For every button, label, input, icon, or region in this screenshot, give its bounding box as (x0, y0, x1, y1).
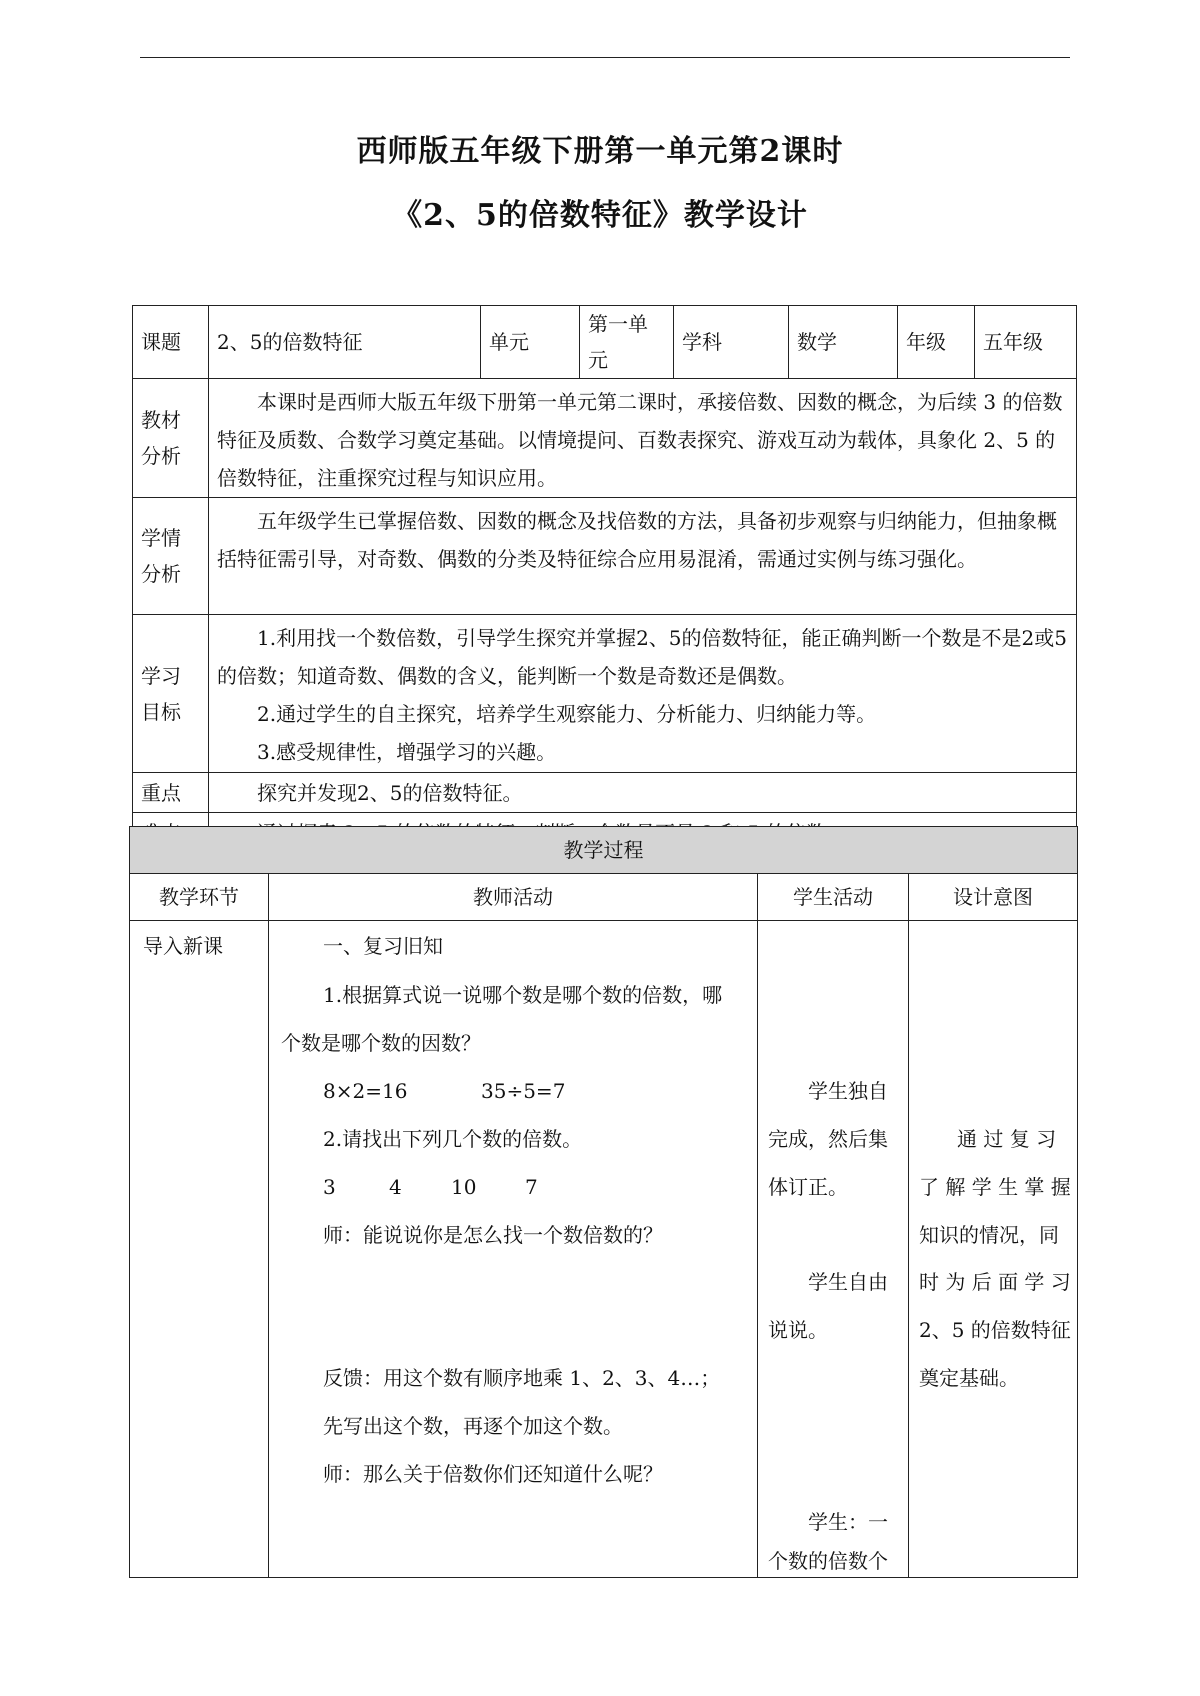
header-rule (140, 57, 1070, 58)
feedback-a: 反馈：用这个数有顺序地乘 1、2、3、4…； (323, 1366, 721, 1390)
label-topic: 课题 (133, 306, 209, 379)
feedback-b: 先写出这个数，再逐个加这个数。 (323, 1414, 623, 1438)
header-intent: 设计意图 (909, 874, 1078, 921)
question-2: 2.请找出下列几个数的倍数。 (323, 1127, 583, 1151)
number-3: 3 (323, 1175, 336, 1199)
student-1a: 学生独自 (808, 1079, 888, 1103)
page-title: 西师版五年级下册第一单元第2课时 (356, 134, 844, 169)
key-text: 探究并发现2、5的倍数特征。 (257, 780, 523, 805)
label-material-b: 分析 (141, 444, 181, 468)
label-learner-a: 学情 (141, 526, 181, 550)
header-teacher: 教师活动 (269, 874, 758, 921)
header-student: 学生活动 (758, 874, 909, 921)
material-text: 本课时是西师大版五年级下册第一单元第二课时，承接倍数、因数的概念，为后续 3 的倍数特征及质数、合数学习奠定基础。以情境提问、百数表探究、游戏互动为载体，具象化 2、5 的倍数特征，注重探究过程与知识应用。 (217, 390, 1063, 490)
unit-value: 第一单元 (580, 306, 674, 379)
student-cell (758, 921, 909, 1578)
intent-line-6: 奠定基础。 (919, 1366, 1019, 1390)
goals-cell (209, 615, 1077, 773)
process-table (129, 826, 1078, 1578)
goal-1: 1.利用找一个数倍数，引导学生探究并掌握2、5的倍数特征，能正确判断一个数是不是2或5的倍数；知道奇数、偶数的含义，能判断一个数是奇数还是偶数。 (217, 626, 1067, 688)
label-material-a: 教材 (141, 408, 181, 432)
info-row-learner (133, 498, 1077, 615)
info-row-key (133, 773, 1077, 813)
learner-text-cell (209, 498, 1077, 615)
student-3a: 学生：一 (808, 1510, 888, 1534)
teacher-cell (269, 921, 758, 1578)
student-2b: 说说。 (768, 1318, 828, 1342)
process-header-row (130, 874, 1078, 921)
info-row-goals (133, 615, 1077, 773)
student-1c: 体订正。 (768, 1175, 848, 1199)
equation-1: 8×2=16 (323, 1079, 408, 1103)
process-band: 教学过程 (130, 827, 1078, 874)
stage-cell (130, 921, 269, 1578)
intent-cell (909, 921, 1078, 1578)
label-goals-b: 目标 (141, 699, 181, 724)
info-row-material (133, 379, 1077, 498)
grade-value: 五年级 (975, 306, 1077, 379)
intent-line-2: 了 解 学 生 掌 握 (919, 1175, 1071, 1199)
material-text-cell (209, 379, 1077, 498)
subject-value: 数学 (789, 306, 898, 379)
label-material (133, 379, 209, 498)
student-3b: 个数的倍数个 (768, 1549, 888, 1573)
label-key: 重点 (133, 773, 209, 813)
intent-line-5: 2、5 的倍数特征 (919, 1318, 1071, 1342)
topic-value: 2、5的倍数特征 (209, 306, 481, 379)
goal-3: 3.感受规律性，增强学习的兴趣。 (257, 740, 557, 764)
review-heading: 一、复习旧知 (323, 934, 443, 958)
number-10: 10 (451, 1175, 477, 1199)
intent-line-4: 时 为 后 面 学 习 (919, 1270, 1071, 1294)
label-goals-a: 学习 (141, 663, 181, 688)
label-learner (133, 498, 209, 615)
process-band-row (130, 827, 1078, 874)
info-row-topic (133, 306, 1077, 379)
goal-2: 2.通过学生的自主探究，培养学生观察能力、分析能力、归纳能力等。 (257, 702, 877, 726)
question-1a: 1.根据算式说一说哪个数是哪个数的倍数，哪 (323, 983, 723, 1007)
student-2a: 学生自由 (808, 1270, 888, 1294)
number-4: 4 (389, 1175, 402, 1199)
process-row-intro (130, 921, 1078, 1578)
label-subject: 学科 (674, 306, 789, 379)
teacher-ask-2: 师：那么关于倍数你们还知道什么呢？ (323, 1462, 663, 1486)
label-grade: 年级 (898, 306, 975, 379)
equation-2: 35÷5=7 (481, 1079, 566, 1103)
student-1b: 完成，然后集 (768, 1127, 888, 1151)
stage-label: 导入新课 (143, 934, 223, 958)
label-unit: 单元 (481, 306, 580, 379)
intent-line-1: 通 过 复 习 (957, 1127, 1057, 1151)
learner-text: 五年级学生已掌握倍数、因数的概念及找倍数的方法，具备初步观察与归纳能力，但抽象概括特征需引导，对奇数、偶数的分类及特征综合应用易混淆，需通过实例与练习强化。 (217, 509, 1057, 571)
label-goals (133, 615, 209, 773)
teacher-ask-1: 师：能说说你是怎么找一个数倍数的？ (323, 1223, 663, 1247)
info-table (132, 305, 1077, 853)
question-1b: 个数是哪个数的因数？ (281, 1031, 481, 1055)
number-7: 7 (525, 1175, 538, 1199)
key-cell (209, 773, 1077, 813)
label-learner-b: 分析 (141, 562, 181, 586)
header-stage: 教学环节 (130, 874, 269, 921)
intent-line-3: 知识的情况，同 (919, 1223, 1059, 1247)
page-subtitle: 《2、5的倍数特征》教学设计 (392, 198, 808, 233)
